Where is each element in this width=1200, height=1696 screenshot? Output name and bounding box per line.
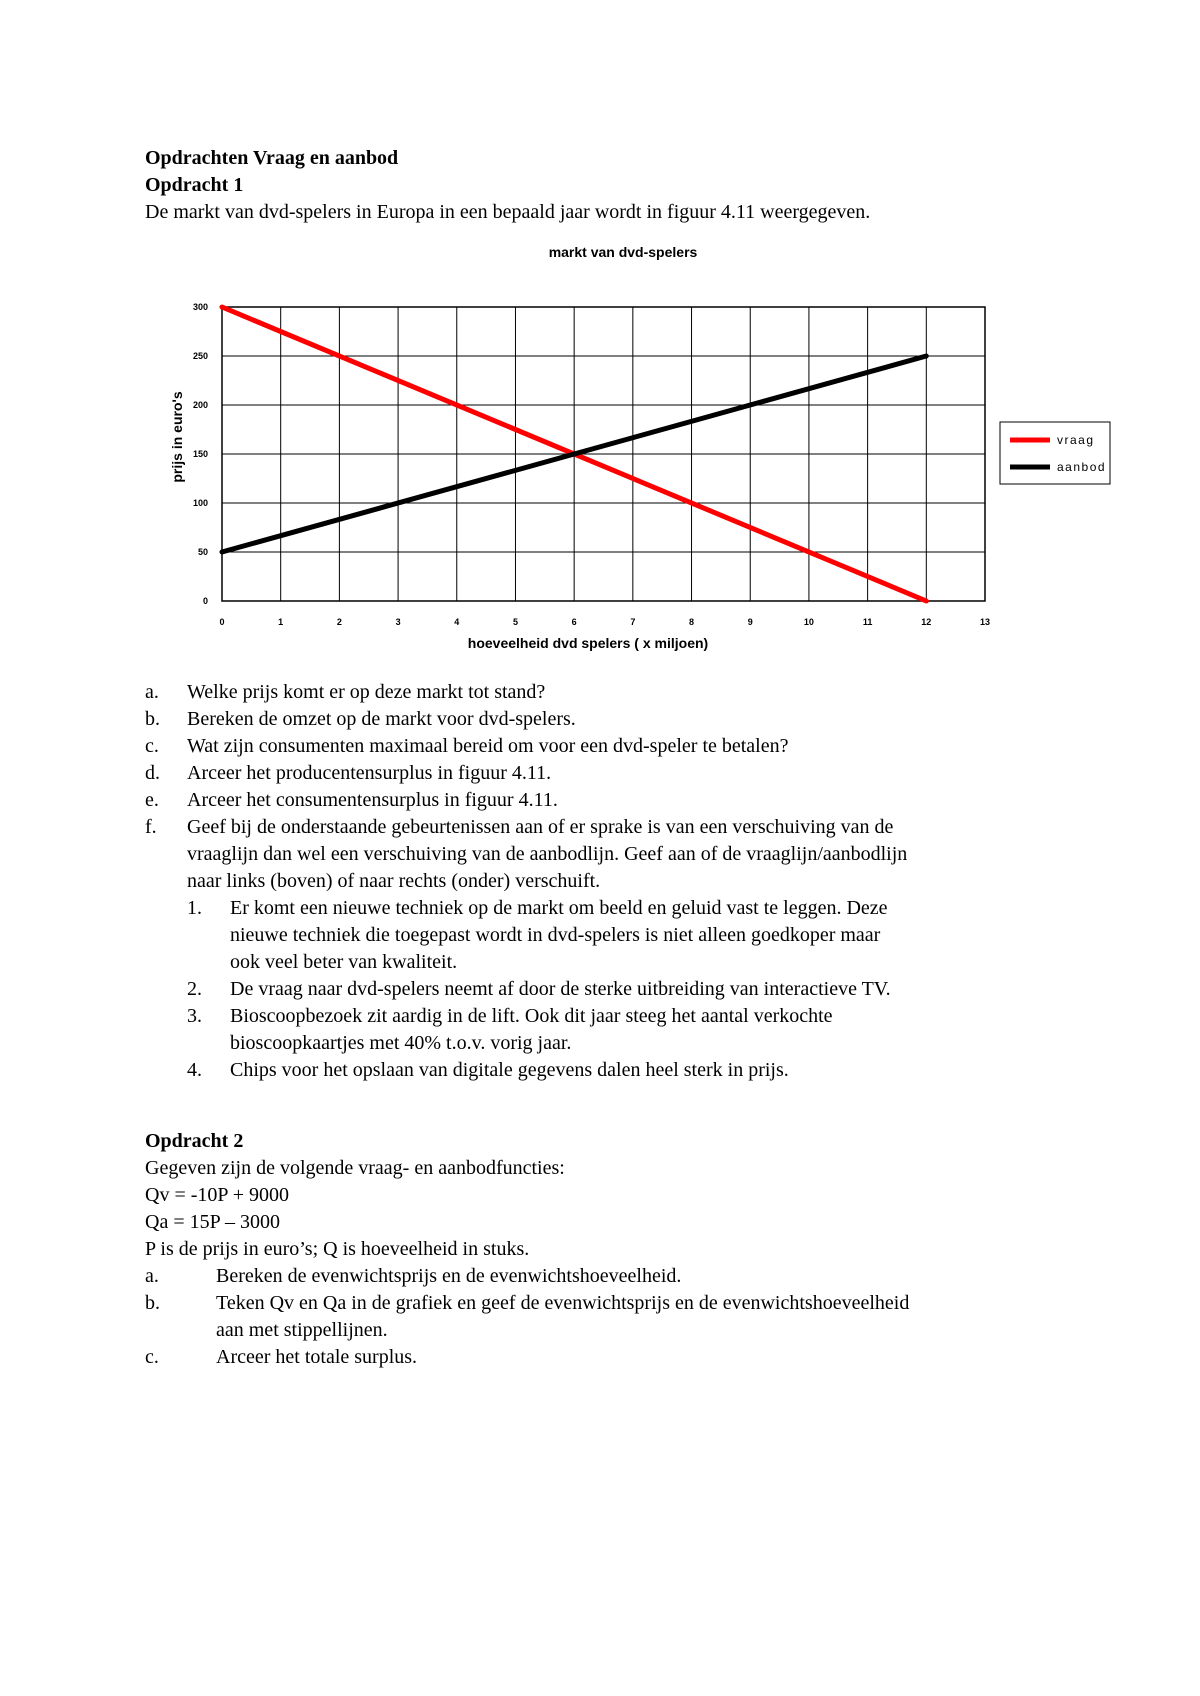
legend-label-aanbod: aanbod <box>1057 460 1107 474</box>
subitem-text: Bioscoopbezoek zit aardig in de lift. Ook dit jaar steeg het aantal verkochte <box>230 1005 833 1027</box>
question-label: c. <box>145 1346 159 1368</box>
y-tick-label: 250 <box>192 351 208 361</box>
chart-title: markt van dvd-spelers <box>548 244 698 260</box>
question-text: Bereken de omzet op de markt voor dvd-spelers. <box>187 708 576 730</box>
y-axis-label: prijs in euro's <box>169 391 185 483</box>
section-heading-opdracht-2: Opdracht 2 <box>145 1130 244 1152</box>
subitem-label: 3. <box>187 1005 202 1027</box>
question-text: vraaglijn dan wel een verschuiving van de aanbodlijn. Geef aan of de vraaglijn/aanbodlijn <box>187 843 908 865</box>
question-text: Bereken de evenwichtsprijs en de evenwichtshoeveelheid. <box>216 1265 682 1287</box>
question-label: f. <box>145 816 157 838</box>
x-tick-label: 5 <box>512 617 518 627</box>
y-tick-label: 200 <box>192 400 208 410</box>
subitem-text: Er komt een nieuwe techniek op de markt om beeld en geluid vast te leggen. Deze <box>230 897 888 919</box>
y-tick-label: 150 <box>192 449 208 459</box>
question-text: Welke prijs komt er op deze markt tot stand? <box>187 681 546 703</box>
chart-grid <box>222 307 985 601</box>
question-label: b. <box>145 708 160 730</box>
question-text: Arceer het totale surplus. <box>216 1346 418 1368</box>
legend-label-vraag: vraag <box>1057 433 1095 447</box>
x-tick-label: 12 <box>921 617 932 627</box>
subitem-label: 2. <box>187 978 202 1000</box>
question-label: d. <box>145 762 160 784</box>
x-tick-label: 9 <box>747 617 753 627</box>
x-tick-label: 11 <box>862 617 873 627</box>
x-tick-label: 3 <box>395 617 401 627</box>
subitem-text: Chips voor het opslaan van digitale gegevens dalen heel sterk in prijs. <box>230 1059 789 1081</box>
intro-paragraph: De markt van dvd-spelers in Europa in een bepaald jaar wordt in figuur 4.11 weergegeven. <box>145 201 871 223</box>
question-text: Arceer het consumentensurplus in figuur 4.11. <box>187 789 558 811</box>
subitem-label: 1. <box>187 897 202 919</box>
question-label: a. <box>145 1265 159 1287</box>
section-heading-opdracht-1: Opdracht 1 <box>145 174 244 196</box>
opdracht2-intro-line: P is de prijs in euro’s; Q is hoeveelheid in stuks. <box>145 1238 530 1260</box>
y-tick-label: 100 <box>192 498 208 508</box>
x-axis-label: hoeveelheid dvd spelers ( x miljoen) <box>467 635 709 651</box>
question-text: Geef bij de onderstaande gebeurtenissen aan of er sprake is van een verschuiving van de <box>187 816 894 838</box>
y-tick-label: 0 <box>202 596 208 606</box>
x-tick-label: 6 <box>571 617 577 627</box>
x-tick-label: 1 <box>278 617 284 627</box>
question-text: aan met stippellijnen. <box>216 1319 388 1341</box>
subitem-text: ook veel beter van kwaliteit. <box>230 951 458 973</box>
question-label: e. <box>145 789 159 811</box>
opdracht2-intro-line: Qa = 15P – 3000 <box>145 1211 280 1233</box>
x-tick-label: 2 <box>336 617 342 627</box>
subitem-text: De vraag naar dvd-spelers neemt af door de sterke uitbreiding van interactieve TV. <box>230 978 891 1000</box>
x-tick-label: 13 <box>979 617 991 627</box>
subitem-text: nieuwe techniek die toegepast wordt in dvd-spelers is niet alleen goedkoper maar <box>230 924 881 946</box>
question-label: c. <box>145 735 159 757</box>
subitem-text: bioscoopkaartjes met 40% t.o.v. vorig jaar. <box>230 1032 572 1054</box>
page-title: Opdrachten Vraag en aanbod <box>145 147 399 169</box>
x-tick-label: 4 <box>454 617 460 627</box>
subitem-label: 4. <box>187 1059 202 1081</box>
y-tick-label: 300 <box>192 302 208 312</box>
chart-legend <box>1000 422 1110 484</box>
question-text: Wat zijn consumenten maximaal bereid om voor een dvd-speler te betalen? <box>187 735 789 757</box>
question-text: Teken Qv en Qa in de grafiek en geef de evenwichtsprijs en de evenwichtshoeveelheid <box>216 1292 910 1314</box>
opdracht2-intro-line: Qv = -10P + 9000 <box>145 1184 290 1206</box>
question-text: Arceer het producentensurplus in figuur 4.11. <box>187 762 552 784</box>
y-tick-label: 50 <box>197 547 208 557</box>
x-tick-label: 8 <box>689 617 695 627</box>
x-tick-label: 0 <box>219 617 225 627</box>
x-tick-label: 10 <box>803 617 814 627</box>
question-text: naar links (boven) of naar rechts (onder) verschuift. <box>187 870 601 892</box>
question-label: a. <box>145 681 159 703</box>
opdracht2-intro-line: Gegeven zijn de volgende vraag- en aanbodfuncties: <box>145 1157 565 1179</box>
question-label: b. <box>145 1292 160 1314</box>
x-tick-label: 7 <box>630 617 636 627</box>
market-chart <box>0 0 1200 680</box>
